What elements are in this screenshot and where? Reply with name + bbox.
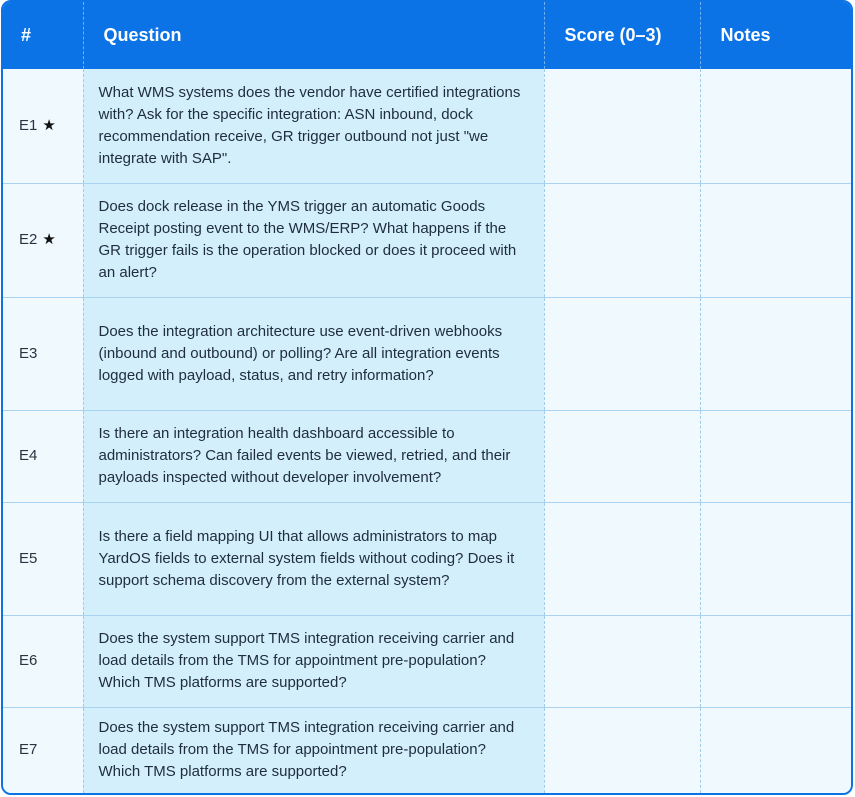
star-icon: ★ — [42, 116, 56, 134]
row-id: E3 — [19, 344, 38, 362]
notes-cell[interactable] — [700, 69, 851, 183]
row-id-cell — [3, 183, 83, 297]
row-id-cell — [3, 69, 83, 183]
star-icon: ★ — [42, 231, 56, 248]
notes-cell[interactable] — [700, 410, 851, 502]
table-row — [3, 615, 851, 707]
notes-cell[interactable] — [700, 502, 851, 615]
row-id-cell — [3, 707, 83, 793]
row-id: E1 — [19, 116, 38, 134]
table-row — [3, 69, 851, 183]
row-id: E6 — [19, 652, 38, 669]
score-cell[interactable] — [544, 707, 700, 793]
table-row — [3, 183, 851, 297]
row-id: E7 — [19, 741, 38, 759]
score-cell[interactable] — [544, 183, 700, 297]
question-cell: What WMS systems does the vendor have certified integrations with? Ask for the specific integration: ASN inbound, dock recommendation receive, GR trigger outbound not just "we integrate with SAP". — [83, 69, 544, 183]
notes-cell[interactable] — [700, 183, 851, 297]
row-id: E4 — [19, 447, 38, 464]
row-id: E5 — [19, 549, 38, 567]
row-id: E2 — [19, 231, 38, 248]
question-cell: Does the system support TMS integration receiving carrier and load details from the TMS for appointment pre-population? Which TMS platforms are supported? — [83, 707, 544, 793]
table-row — [3, 502, 851, 615]
table-row — [3, 410, 851, 502]
header-question: Question — [83, 2, 544, 69]
score-cell[interactable] — [544, 615, 700, 707]
header-score: Score (0–3) — [544, 2, 700, 69]
question-cell: Does dock release in the YMS trigger an automatic Goods Receipt posting event to the WMS/ERP? What happens if the GR trigger fails is the operation blocked or does it proceed with an alert? — [83, 183, 544, 297]
row-id-cell — [3, 615, 83, 707]
notes-cell[interactable] — [700, 297, 851, 410]
header-notes: Notes — [720, 25, 771, 45]
header-number: # — [3, 2, 83, 69]
row-id-cell — [3, 297, 83, 410]
question-cell: Does the integration architecture use event-driven webhooks (inbound and outbound) or polling? Are all integration events logged with payload, status, and retry information? — [83, 297, 544, 410]
question-cell: Is there an integration health dashboard accessible to administrators? Can failed events be viewed, retried, and their payloads inspected without developer involvement? — [83, 410, 544, 502]
table-header-row — [3, 2, 851, 69]
question-table — [3, 2, 851, 793]
table-row — [3, 707, 851, 793]
row-id-cell — [3, 410, 83, 502]
evaluation-table — [1, 0, 853, 795]
score-cell[interactable] — [544, 297, 700, 410]
score-cell[interactable] — [544, 502, 700, 615]
row-id-cell — [3, 502, 83, 615]
score-cell[interactable] — [544, 410, 700, 502]
notes-cell[interactable] — [700, 707, 851, 793]
table-row — [3, 297, 851, 410]
question-cell: Does the system support TMS integration receiving carrier and load details from the TMS for appointment pre-population? Which TMS platforms are supported? — [83, 615, 544, 707]
score-cell[interactable] — [544, 69, 700, 183]
notes-cell[interactable] — [700, 615, 851, 707]
question-cell: Is there a field mapping UI that allows administrators to map YardOS fields to external system fields without coding? Does it support schema discovery from the external system? — [83, 502, 544, 615]
